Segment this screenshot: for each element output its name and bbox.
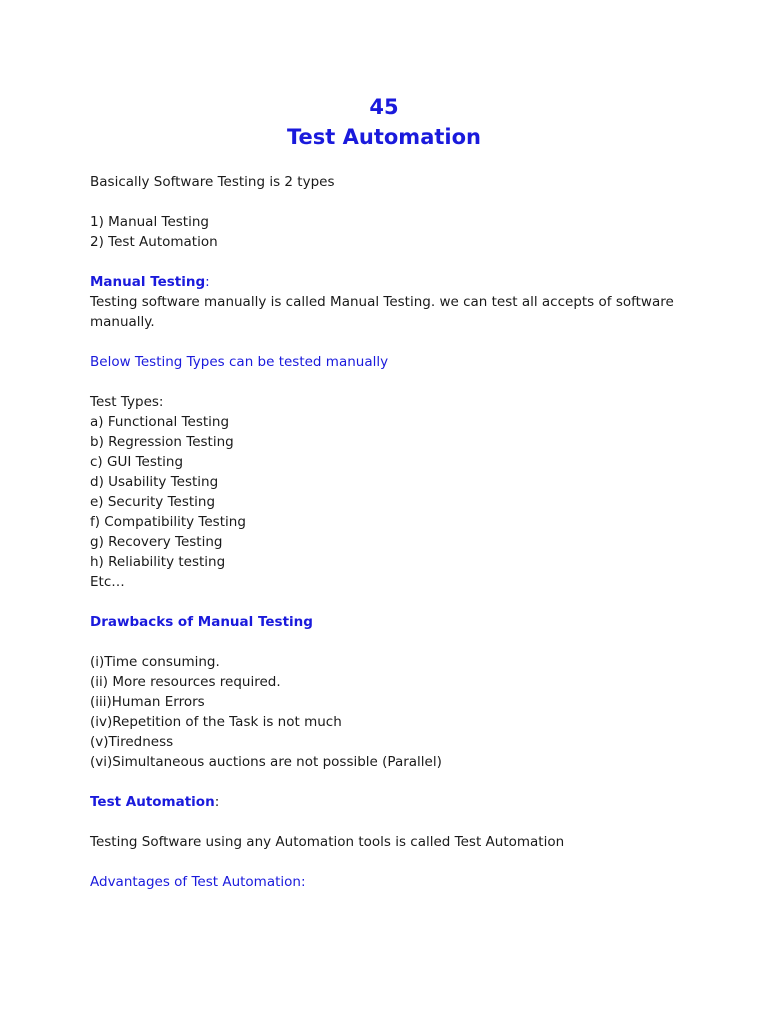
manual-testing-heading-colon: :	[205, 274, 210, 290]
drawback-item: (i)Time consuming.	[90, 654, 220, 670]
test-automation-heading-colon: :	[214, 794, 220, 810]
drawback-item: (iv)Repetition of the Task is not much	[90, 714, 342, 730]
drawbacks-heading: Drawbacks of Manual Testing	[90, 614, 313, 630]
document-body	[90, 172, 690, 892]
test-automation-description: Testing Software using any Automation tools is called Test Automation	[90, 834, 565, 850]
chapter-number: 45	[369, 95, 399, 119]
title-block	[0, 92, 768, 152]
test-type-item: Etc…	[90, 574, 125, 590]
test-type-item: g) Recovery Testing	[90, 534, 223, 550]
advantages-heading: Advantages of Test Automation:	[90, 874, 306, 890]
test-automation-heading	[90, 792, 690, 812]
drawback-item: (iii)Human Errors	[90, 694, 205, 710]
drawback-item: (v)Tiredness	[90, 734, 174, 750]
test-type-item: b) Regression Testing	[90, 434, 234, 450]
test-type-item: d) Usability Testing	[90, 474, 219, 490]
page-title: Test Automation	[287, 125, 481, 149]
types-list-item: 1) Manual Testing	[90, 214, 209, 230]
test-type-item: h) Reliability testing	[90, 554, 226, 570]
drawback-item: (ii) More resources required.	[90, 674, 281, 690]
test-automation-heading-text: Test Automation	[90, 794, 215, 810]
below-types-heading: Below Testing Types can be tested manually	[90, 354, 389, 370]
test-type-item: c) GUI Testing	[90, 454, 184, 470]
types-list-item: 2) Test Automation	[90, 234, 218, 250]
test-type-item: f) Compatibility Testing	[90, 514, 246, 530]
drawback-item: (vi)Simultaneous auctions are not possible (Parallel)	[90, 754, 442, 770]
manual-testing-heading-text: Manual Testing	[90, 274, 206, 290]
test-types-label: Test Types:	[90, 394, 164, 410]
manual-testing-description: Testing software manually is called Manual Testing. we can test all accepts of software manually.	[90, 294, 674, 330]
test-type-item: e) Security Testing	[90, 494, 216, 510]
manual-testing-heading	[90, 272, 690, 292]
test-type-item: a) Functional Testing	[90, 414, 230, 430]
intro-text: Basically Software Testing is 2 types	[90, 174, 335, 190]
